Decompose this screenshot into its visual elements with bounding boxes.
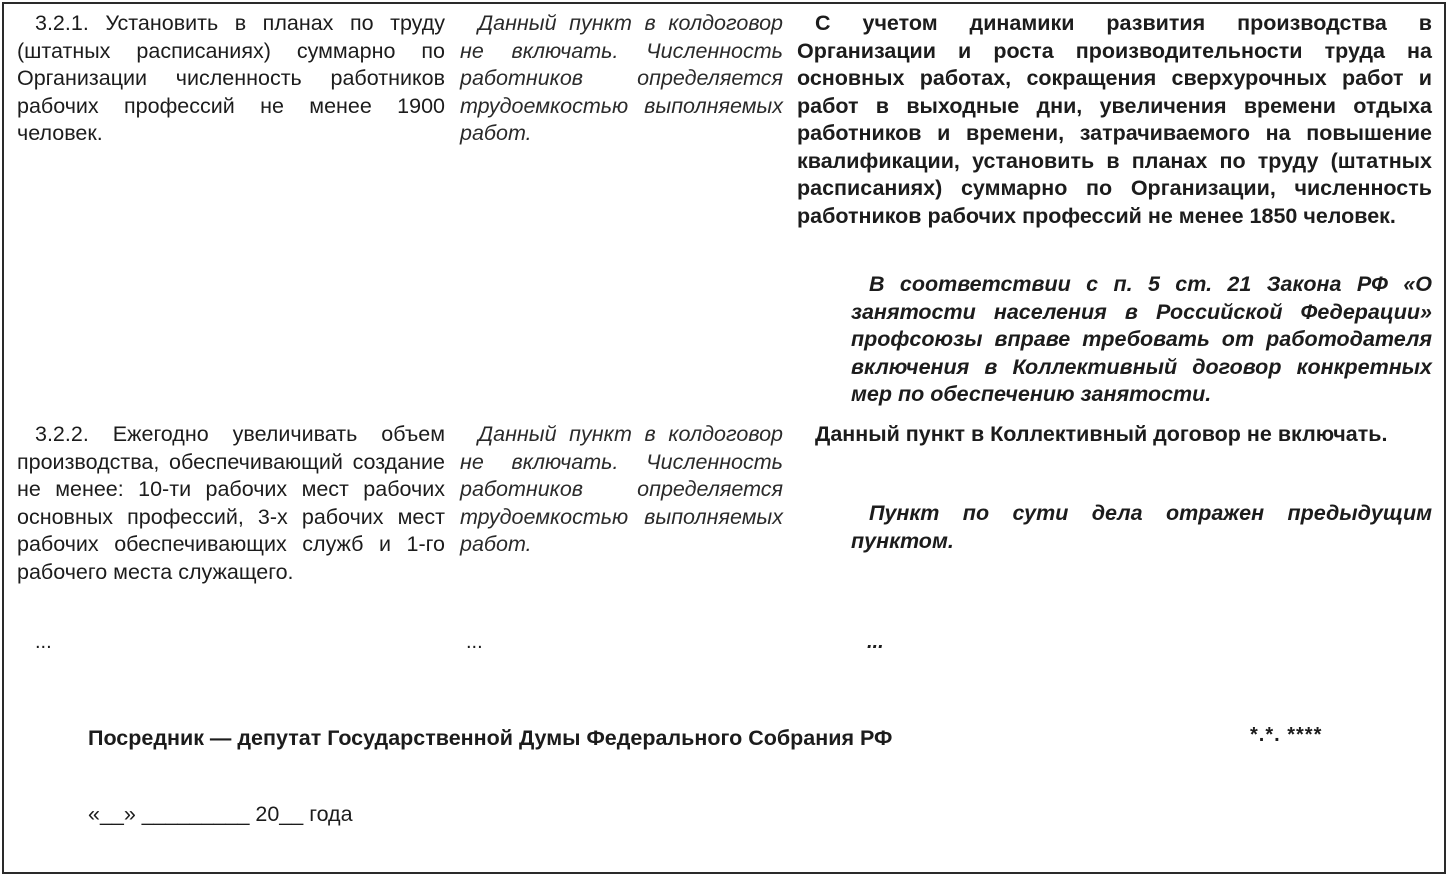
- row1-mediator-proposal: С учетом динамики развития производства в Организации и роста производительности труда на основных работах, сокращения сверхурочных работ и работ в выходные дни, увеличения времени отдыха работников и времени, затрачиваемого на повышение квалификации, установить в планах по труду (штатных расписаниях) суммарно по Организации, численность работников рабочих профессий не менее 1850 человек.: [797, 11, 1432, 228]
- row2-employer-comment: Данный пункт в колдоговор не включать. Численность работников определяется трудоемкостью выполняемых работ.: [460, 422, 783, 556]
- row2-legal-note: Пункт по сути дела отражен предыдущим пунктом.: [851, 501, 1432, 553]
- mediator-title: Посредник — депутат Государственной Думы Федерального Собрания РФ: [88, 726, 893, 750]
- ellipsis-col3: ...: [867, 631, 884, 653]
- row1-legal-note: В соответствии с п. 5 ст. 21 Закона РФ «О занятости населения в Российской Федерации» профсоюзы вправе требовать от работодателя включения в Коллективный договор конкретных мер по обеспечению занятости.: [851, 272, 1432, 406]
- ellipsis-col2: ...: [466, 631, 483, 653]
- mediator-signature-name: *.*. ****: [1250, 724, 1323, 746]
- row2-clause-text: 3.2.2. Ежегодно увеличивать объем производства, обеспечивающий создание не менее: 10-ти рабочих мест рабочих основных профессий, 3-х рабочих мест рабочих обеспечивающих служб и 1-го рабочего места служащего.: [17, 422, 445, 584]
- row1-employer-comment: Данный пункт в колдоговор не включать. Численность работников определяется трудоемкостью выполняемых работ.: [460, 11, 783, 145]
- row2-mediator-proposal: Данный пункт в Коллективный договор не включать.: [815, 422, 1388, 446]
- date-line: «__» _________ 20__ года: [88, 802, 353, 826]
- ellipsis-col1: ...: [35, 631, 52, 653]
- row1-clause-text: 3.2.1. Установить в планах по труду (штатных расписаниях) суммарно по Организации численность работников рабочих профессий не менее 1900 человек.: [17, 11, 445, 145]
